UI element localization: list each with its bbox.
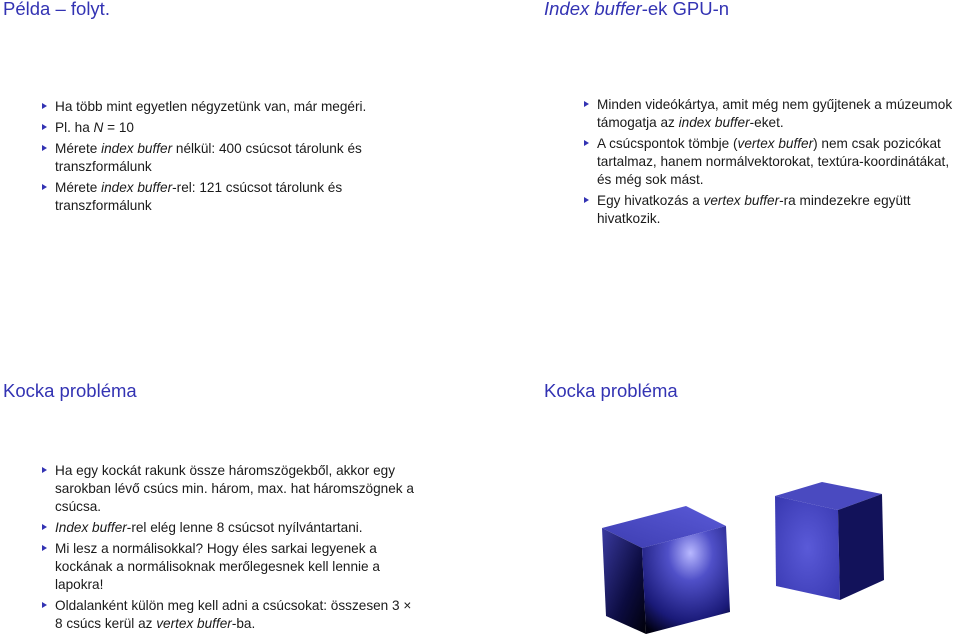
bullet-icon (42, 524, 47, 530)
bullet-icon (584, 140, 589, 146)
bullet-text: Oldalanként külön meg kell adni a csúcsokat: összesen 3 × 8 csúcs kerül az vertex buffer-ba. (55, 598, 412, 631)
bullet-icon (42, 467, 47, 473)
bullet-list (40, 462, 420, 636)
bullet-icon (42, 184, 47, 190)
bullet-text: Ha több mint egyetlen négyzetünk van, már megéri. (55, 99, 367, 114)
bullet-icon (584, 101, 589, 107)
bullet-item (40, 597, 420, 633)
bullet-text: Egy hivatkozás a vertex buffer-ra mindezekre együtt hivatkozik. (597, 193, 911, 226)
bullet-icon (42, 145, 47, 151)
smooth-shaded-cube (602, 506, 730, 634)
bullet-item (40, 519, 420, 537)
slide-cube-problem-text (0, 318, 480, 629)
slide-example-continued (0, 0, 480, 310)
bullet-text: Pl. ha N = 10 (55, 120, 134, 135)
bullet-text: Index buffer-rel elég lenne 8 csúcsot nyílvántartani. (55, 520, 363, 535)
bullet-list (40, 98, 420, 218)
bullet-icon (584, 197, 589, 203)
bullet-item (40, 540, 420, 594)
bullet-item (582, 135, 960, 189)
bullet-text: Ha egy kockát rakunk össze háromszögekből, akkor egy sarokban lévő csúcs min. három, max. hat háromszögnek a csúcsa. (55, 463, 414, 514)
slide-title-rest: -ek GPU-n (641, 0, 730, 19)
slide-title: Példa – folyt. (3, 0, 110, 19)
bullet-icon (42, 602, 47, 608)
bullet-item (40, 179, 420, 215)
bullet-text: Minden videókártya, amit még nem gyűjtenek a múzeumok támogatja az index buffer-eket. (597, 97, 953, 130)
bullet-item (40, 98, 420, 116)
bullet-item (40, 462, 420, 516)
bullet-text: A csúcspontok tömbje (vertex buffer) nem csak pozicókat tartalmaz, hanem normálvektorokat, textúra-koordinátákat, és még sok mást. (597, 136, 950, 187)
slide-cube-problem-images (480, 318, 960, 629)
flat-shaded-cube (775, 482, 884, 600)
slide-title-italic: Index buffer (544, 0, 642, 19)
bullet-list (582, 96, 960, 231)
bullet-icon (42, 103, 47, 109)
bullet-text: Mi lesz a normálisokkal? Hogy éles sarkai legyenek a kockának a normálisoknak merőlegesnek kell lennie a lapokra! (55, 541, 380, 592)
slide-title (544, 0, 729, 20)
slide-title: Kocka probléma (544, 380, 678, 401)
bullet-item (40, 119, 420, 137)
slide-index-buffer-gpu (480, 0, 960, 310)
bullet-icon (42, 545, 47, 551)
bullet-icon (42, 124, 47, 130)
bullet-text: Mérete index buffer nélkül: 400 csúcsot tárolunk és transzformálunk (55, 141, 362, 174)
cube-illustrations (600, 476, 960, 636)
bullet-item (582, 96, 960, 132)
slide-title: Kocka probléma (3, 380, 137, 401)
bullet-item (40, 140, 420, 176)
bullet-item (582, 192, 960, 228)
bullet-text: Mérete index buffer-rel: 121 csúcsot tárolunk és transzformálunk (55, 180, 343, 213)
